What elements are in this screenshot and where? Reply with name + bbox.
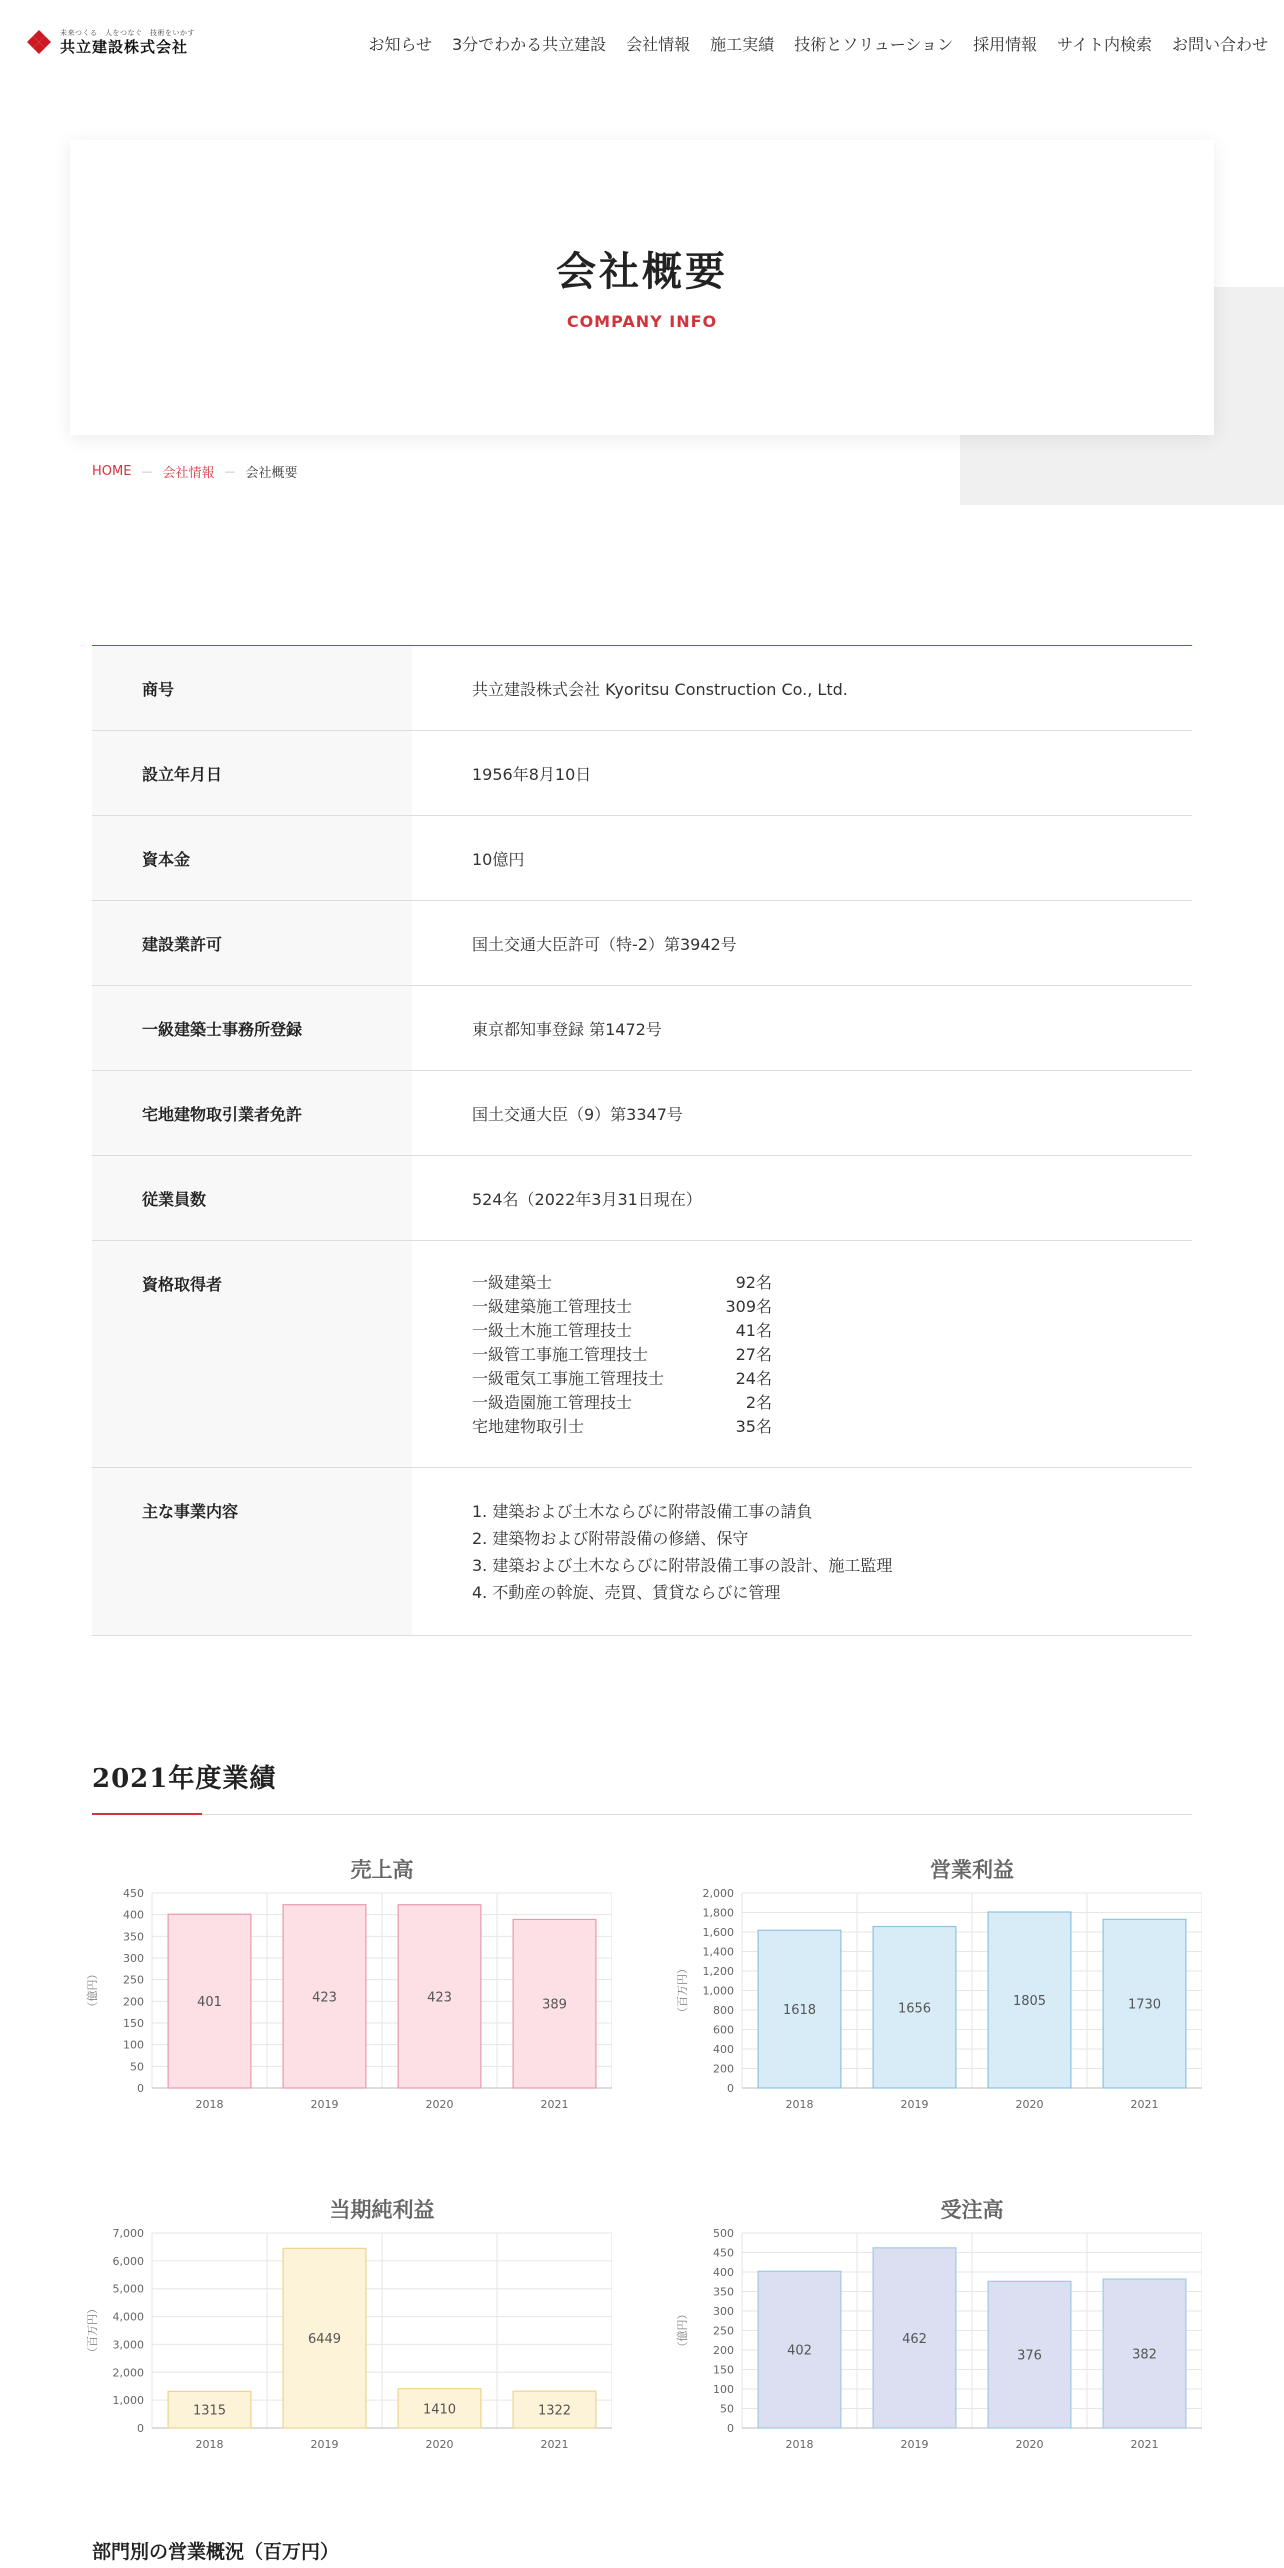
bar-value-label: 1805 (1012, 1994, 1047, 2010)
y-tick-label: 1,200 (702, 1965, 734, 1978)
hero-card (70, 140, 1214, 435)
bar-value-label: 1410 (422, 2402, 457, 2418)
x-tick-label: 2018 (785, 2098, 814, 2111)
table-row (92, 1071, 1192, 1156)
chart-title: 売上高 (350, 1858, 414, 1882)
heading-divider (92, 1814, 1192, 1815)
y-tick-label: 600 (713, 2023, 734, 2037)
chart-title: 営業利益 (930, 1858, 1014, 1882)
table-row (92, 986, 1192, 1071)
y-tick-label: 400 (713, 2043, 734, 2056)
y-tick-label: 450 (123, 1887, 144, 1900)
y-tick-label: 0 (727, 2082, 734, 2095)
y-tick-label: 1,000 (702, 1984, 734, 1998)
bar-value-label: 389 (542, 1997, 567, 2013)
qualification-item: 一級建築施工管理技士 309名 (472, 1297, 772, 1316)
x-tick-label: 2020 (1015, 2438, 1044, 2451)
y-tick-label: 800 (713, 2004, 734, 2017)
y-tick-label: 250 (713, 2324, 734, 2338)
row-value: 524名（2022年3月31日現在） (472, 1190, 702, 1209)
table-row (92, 816, 1192, 901)
x-tick-label: 2020 (425, 2098, 454, 2111)
y-tick-label: 500 (713, 2227, 734, 2240)
performance-heading: 2021年度業績 (92, 1764, 277, 1794)
business-list (412, 1468, 1192, 1635)
qualification-item: 一級管工事施工管理技士 27名 (472, 1345, 772, 1364)
y-tick-label: 350 (123, 1930, 144, 1944)
table-row-business (92, 1468, 1192, 1636)
page-title: 会社概要 (556, 248, 728, 295)
y-tick-label: 50 (720, 2402, 734, 2416)
y-tick-label: 300 (123, 1952, 144, 1965)
y-axis-label: （百万円） (86, 2303, 99, 2358)
table-row-qualifications (92, 1241, 1192, 1468)
business-item: 2. 建築物および附帯設備の修繕、保守 (472, 1529, 749, 1548)
breadcrumb-home[interactable]: HOME (92, 464, 132, 479)
chart-sales (72, 1855, 612, 2135)
y-tick-label: 150 (123, 2017, 144, 2030)
y-tick-label: 7,000 (112, 2227, 144, 2240)
y-axis-label: （百万円） (676, 1963, 689, 2018)
qualification-item: 一級電気工事施工管理技士 24名 (472, 1369, 772, 1388)
nav-item-contact[interactable]: お問い合わせ (1171, 35, 1268, 54)
qualification-item: 一級建築士 92名 (472, 1273, 772, 1292)
bar-value-label: 1656 (897, 2001, 932, 2017)
department-heading: 部門別の営業概況（百万円） (92, 2541, 340, 2563)
business-item: 3. 建築および土木ならびに附帯設備工事の設計、施工監理 (472, 1556, 893, 1575)
chart-net-income (72, 2195, 612, 2475)
row-label: 設立年月日 (92, 731, 412, 815)
bar-value-label: 1618 (782, 2003, 817, 2019)
row-label: 一級建築士事務所登録 (92, 986, 412, 1070)
x-tick-label: 2019 (900, 2098, 929, 2111)
logo-mark-icon (26, 29, 52, 55)
y-tick-label: 0 (137, 2422, 144, 2435)
y-tick-label: 3,000 (112, 2338, 144, 2352)
row-value: 1956年8月10日 (472, 765, 592, 784)
table-row (92, 1156, 1192, 1241)
x-tick-label: 2021 (540, 2098, 569, 2111)
y-tick-label: 300 (713, 2305, 734, 2318)
y-tick-label: 100 (713, 2383, 734, 2396)
y-tick-label: 250 (123, 1973, 144, 1987)
x-tick-label: 2018 (195, 2438, 224, 2451)
bar-value-label: 402 (787, 2343, 812, 2359)
nav-item-company[interactable]: 会社情報 (626, 35, 691, 54)
chart-operating-profit (662, 1855, 1202, 2135)
table-row (92, 901, 1192, 986)
y-tick-label: 400 (123, 1908, 144, 1922)
breadcrumb-separator: — (141, 465, 153, 478)
chart-title: 受注高 (940, 2198, 1004, 2222)
y-tick-label: 200 (713, 2344, 734, 2357)
y-tick-label: 0 (137, 2082, 144, 2095)
site-header (0, 0, 1284, 90)
x-tick-label: 2018 (785, 2438, 814, 2451)
y-tick-label: 2,000 (112, 2366, 144, 2380)
chart-orders-svg (662, 2195, 1202, 2475)
site-logo[interactable] (26, 28, 195, 56)
bar-value-label: 423 (312, 1990, 337, 2006)
breadcrumb (92, 462, 297, 481)
y-tick-label: 450 (713, 2246, 734, 2260)
chart-net-income-svg (72, 2195, 612, 2475)
x-tick-label: 2021 (1130, 2098, 1159, 2111)
qualification-item: 宅地建物取引士 35名 (472, 1417, 772, 1436)
nav-item-site-search[interactable]: サイト内検索 (1057, 35, 1152, 54)
y-tick-label: 1,400 (702, 1945, 734, 1959)
x-tick-label: 2020 (425, 2438, 454, 2451)
bar-value-label: 376 (1017, 2348, 1042, 2364)
nav-item-news[interactable]: お知らせ (368, 35, 432, 54)
global-nav (368, 32, 1268, 55)
bar-value-label: 423 (427, 1990, 452, 2006)
y-tick-label: 6,000 (112, 2254, 144, 2268)
bar-value-label: 462 (902, 2331, 927, 2347)
y-tick-label: 400 (713, 2266, 734, 2279)
nav-item-recruit[interactable]: 採用情報 (973, 35, 1038, 54)
y-axis-label: （億円） (676, 2308, 689, 2353)
row-label: 従業員数 (92, 1156, 412, 1240)
bar-value-label: 1322 (537, 2403, 572, 2419)
logo-tagline: 未来つくる 人をつなぐ 技術をいかす (60, 29, 195, 37)
bar-value-label: 382 (1132, 2347, 1157, 2363)
chart-operating-profit-svg (662, 1855, 1202, 2135)
business-item: 4. 不動産の斡旋、売買、賃貸ならびに管理 (472, 1583, 781, 1602)
company-info-table (92, 645, 1192, 1636)
bar-value-label: 6449 (307, 2332, 342, 2348)
bar-value-label: 401 (197, 1995, 222, 2011)
y-axis-label: （億円） (86, 1968, 99, 2013)
row-label: 資格取得者 (92, 1241, 412, 1467)
y-tick-label: 350 (713, 2285, 734, 2299)
row-label: 資本金 (92, 816, 412, 900)
table-row (92, 731, 1192, 816)
y-tick-label: 2,000 (702, 1887, 734, 1900)
y-tick-label: 0 (727, 2422, 734, 2435)
y-tick-label: 150 (713, 2363, 734, 2377)
row-value: 東京都知事登録 第1472号 (472, 1020, 662, 1039)
y-tick-label: 200 (123, 1995, 144, 2009)
x-tick-label: 2019 (310, 2098, 339, 2111)
chart-sales-svg (72, 1855, 612, 2135)
x-tick-label: 2021 (1130, 2438, 1159, 2451)
page-subtitle: COMPANY INFO (566, 312, 718, 331)
x-tick-label: 2020 (1015, 2098, 1044, 2111)
row-value: 10億円 (472, 850, 525, 869)
bar-value-label: 1315 (192, 2403, 227, 2419)
nav-item-technology[interactable]: 技術とソリューション (794, 35, 954, 54)
y-tick-label: 1,800 (702, 1906, 734, 1920)
y-tick-label: 100 (123, 2038, 144, 2052)
breadcrumb-company[interactable]: 会社情報 (162, 466, 215, 481)
row-label: 宅地建物取引業者免許 (92, 1071, 412, 1155)
x-tick-label: 2021 (540, 2438, 569, 2451)
x-tick-label: 2019 (310, 2438, 339, 2451)
qualifications-list (412, 1241, 1192, 1467)
heading-accent-bar (92, 1813, 202, 1815)
nav-item-about-3min[interactable]: 3分でわかる共立建設 (451, 35, 607, 54)
row-label: 商号 (92, 646, 412, 730)
row-label: 建設業許可 (92, 901, 412, 985)
x-tick-label: 2019 (900, 2438, 929, 2451)
nav-item-works[interactable]: 施工実績 (710, 35, 775, 54)
y-tick-label: 50 (130, 2060, 144, 2074)
breadcrumb-current: 会社概要 (245, 466, 298, 481)
row-value: 共立建設株式会社 Kyoritsu Construction Co., Ltd. (472, 680, 848, 699)
row-label: 主な事業内容 (92, 1468, 412, 1635)
qualification-item: 一級土木施工管理技士 41名 (472, 1321, 772, 1340)
row-value: 国土交通大臣（9）第3347号 (472, 1105, 683, 1124)
logo-name: 共立建設株式会社 (60, 38, 189, 56)
breadcrumb-separator: — (224, 465, 236, 478)
y-tick-label: 200 (713, 2062, 734, 2076)
y-tick-label: 4,000 (112, 2310, 144, 2324)
y-tick-label: 1,600 (702, 1926, 734, 1939)
x-tick-label: 2018 (195, 2098, 224, 2111)
chart-orders (662, 2195, 1202, 2475)
qualification-item: 一級造園施工管理技士 2名 (472, 1393, 772, 1412)
y-tick-label: 5,000 (112, 2282, 144, 2296)
chart-title: 当期純利益 (329, 2198, 435, 2222)
row-value: 国土交通大臣許可（特-2）第3942号 (472, 935, 737, 954)
business-item: 1. 建築および土木ならびに附帯設備工事の請負 (472, 1502, 813, 1521)
bar-value-label: 1730 (1127, 1997, 1162, 2013)
table-row (92, 646, 1192, 731)
y-tick-label: 1,000 (112, 2394, 144, 2408)
